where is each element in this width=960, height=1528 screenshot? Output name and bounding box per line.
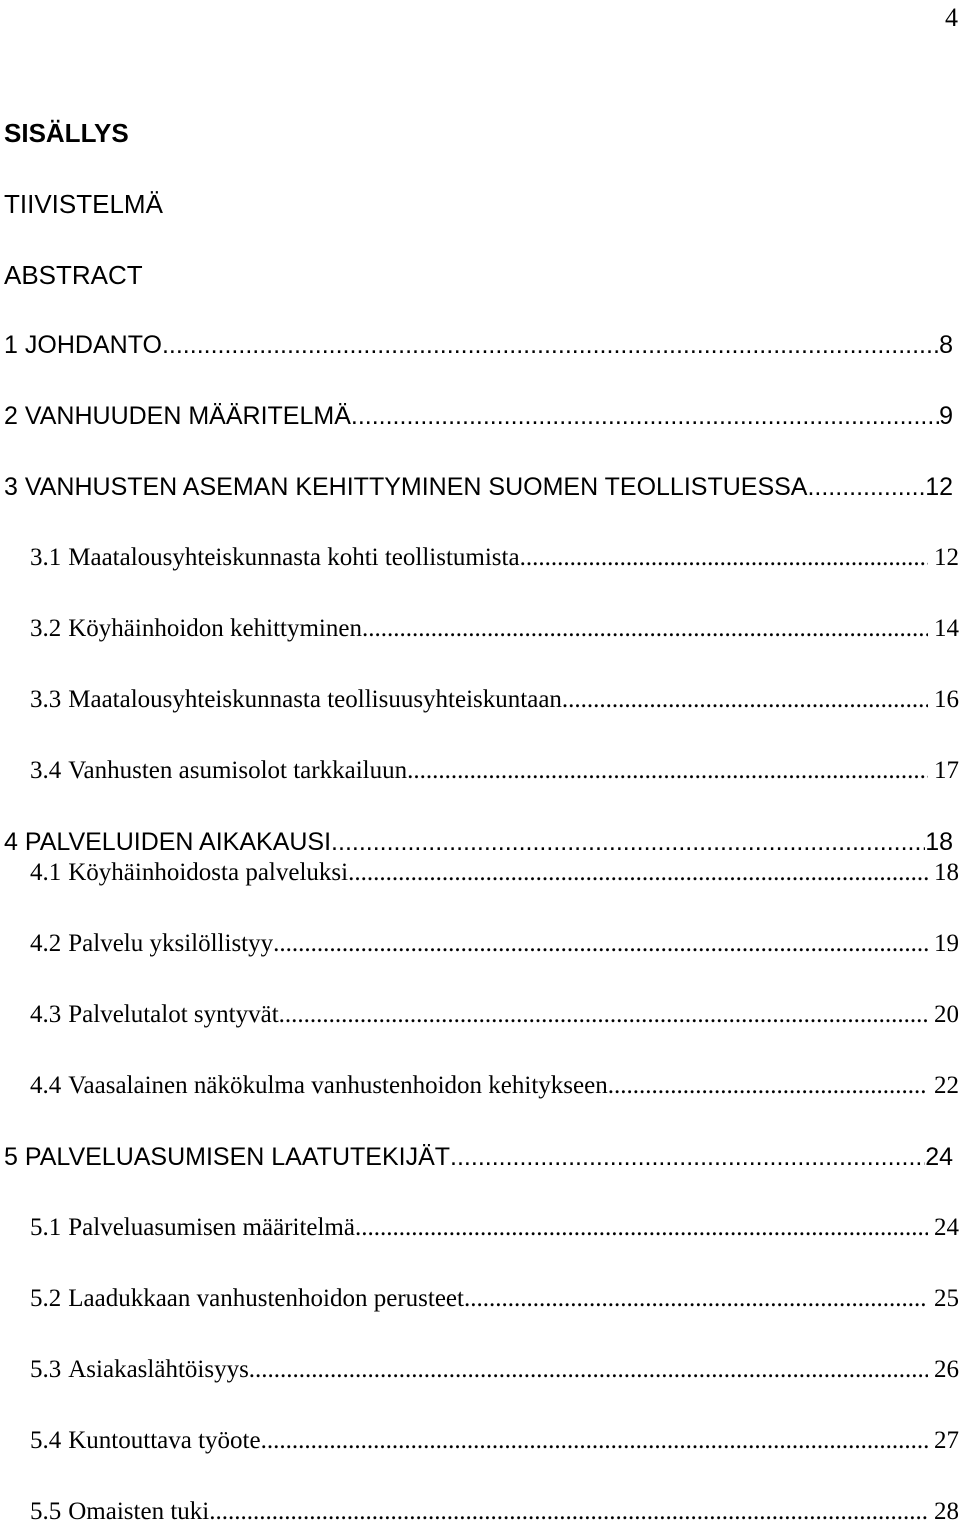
toc-entry-page: 28 (934, 1498, 959, 1525)
toc-entry-page: 14 (934, 615, 959, 642)
toc-entry-title: Asiakaslähtöisyys (68, 1356, 249, 1383)
toc-entry-title: Laadukkaan vanhustenhoidon perusteet (68, 1285, 464, 1312)
toc-entry-page: 16 (934, 686, 959, 713)
toc-entry-number: 4.3 (30, 1001, 62, 1028)
summary-heading: TIIVISTELMÄ (4, 189, 163, 219)
dot-leader (407, 755, 928, 787)
toc-entry[interactable] (30, 999, 959, 1031)
dot-leader (351, 400, 939, 432)
toc-entry[interactable] (30, 1283, 959, 1315)
toc-entry-title: Vanhusten asumisolot tarkkailuun (68, 757, 408, 784)
dot-leader (562, 684, 928, 716)
toc-entry-title: PALVELUASUMISEN LAATUTEKIJÄT (24, 1143, 451, 1171)
toc-entry[interactable] (4, 1141, 953, 1173)
toc-entry-number: 5 (4, 1143, 18, 1171)
dot-leader (209, 1496, 928, 1528)
toc-entry-title: Maatalousyhteiskunnasta teollisuusyhteiskuntaan (68, 686, 562, 713)
toc-entry-number: 5.5 (30, 1498, 62, 1525)
toc-entry-page: 18 (934, 859, 959, 886)
abstract-heading: ABSTRACT (4, 260, 143, 290)
toc-entry[interactable] (30, 1354, 959, 1386)
toc-entry-page: 8 (939, 331, 953, 359)
contents-heading: SISÄLLYS (4, 118, 129, 148)
toc-entry[interactable] (30, 1425, 959, 1457)
dot-leader (261, 1425, 928, 1457)
toc-entry-page: 12 (925, 473, 953, 501)
dot-leader (362, 613, 928, 645)
toc-entry-page: 19 (934, 930, 959, 957)
dot-leader (807, 471, 925, 503)
dot-leader (279, 999, 928, 1031)
toc-entry[interactable] (30, 928, 959, 960)
toc-entry-number: 3 (4, 473, 18, 501)
toc-entry-page: 25 (934, 1285, 959, 1312)
page-number: 4 (945, 3, 958, 32)
toc-entry[interactable] (30, 755, 959, 787)
toc-entry-page: 22 (934, 1072, 959, 1099)
dot-leader (608, 1070, 928, 1102)
toc-entry[interactable] (30, 613, 959, 645)
toc-entry-page: 24 (925, 1143, 953, 1171)
toc-entry-title: Vaasalainen näkökulma vanhustenhoidon kehitykseen (68, 1072, 608, 1099)
toc-entry-title: Köyhäinhoidosta palveluksi (68, 859, 349, 886)
toc-entry-number: 4.1 (30, 859, 62, 886)
toc-entry-number: 3.3 (30, 686, 62, 713)
toc-entry[interactable] (4, 400, 953, 432)
toc-entry[interactable] (30, 1496, 959, 1528)
dot-leader (273, 928, 928, 960)
toc-entry-page: 12 (934, 544, 959, 571)
toc-entry-title: JOHDANTO (24, 331, 162, 359)
toc-entry[interactable] (30, 857, 959, 889)
toc-entry-title: Maatalousyhteiskunnasta kohti teollistumista (68, 544, 520, 571)
dot-leader (520, 542, 928, 574)
dot-leader (355, 1212, 928, 1244)
toc-entry-page: 17 (934, 757, 959, 784)
toc-entry-page: 20 (934, 1001, 959, 1028)
toc-entry-number: 4.4 (30, 1072, 62, 1099)
toc-entry-title: Kuntouttava työote (68, 1427, 261, 1454)
toc-entry-number: 5.2 (30, 1285, 62, 1312)
dot-leader (249, 1354, 928, 1386)
toc-entry-number: 5.1 (30, 1214, 62, 1241)
toc-entry-page: 27 (934, 1427, 959, 1454)
toc-entry-title: PALVELUIDEN AIKAKAUSI (24, 828, 332, 856)
dot-leader (450, 1141, 925, 1173)
toc-entry-number: 3.2 (30, 615, 62, 642)
toc-entry-title: VANHUSTEN ASEMAN KEHITTYMINEN SUOMEN TEOLLISTUESSA (24, 473, 808, 501)
toc-entry-title: Köyhäinhoidon kehittyminen (68, 615, 362, 642)
toc-entry[interactable] (4, 329, 953, 361)
toc-entry-page: 24 (934, 1214, 959, 1241)
toc-entry-number: 4.2 (30, 930, 62, 957)
toc-entry[interactable] (30, 684, 959, 716)
toc-entry-number: 4 (4, 828, 18, 856)
toc-entry-title: Palvelutalot syntyvät (68, 1001, 279, 1028)
toc-entry-number: 3.1 (30, 544, 62, 571)
dot-leader (331, 826, 925, 858)
toc-entry-number: 5.3 (30, 1356, 62, 1383)
toc-entry[interactable] (30, 542, 959, 574)
toc-entry-number: 1 (4, 331, 18, 359)
dot-leader (162, 329, 939, 361)
toc-entry-title: Palvelu yksilöllistyy (68, 930, 274, 957)
toc-entry[interactable] (30, 1070, 959, 1102)
toc-entry-page: 9 (939, 402, 953, 430)
dot-leader (464, 1283, 928, 1315)
toc-entry-page: 18 (925, 828, 953, 856)
toc-entry-number: 5.4 (30, 1427, 62, 1454)
toc-entry[interactable] (30, 1212, 959, 1244)
toc-entry-number: 2 (4, 402, 18, 430)
dot-leader (348, 857, 928, 889)
toc-entry-title: Omaisten tuki (68, 1498, 210, 1525)
toc-entry-page: 26 (934, 1356, 959, 1383)
toc-entry-title: Palveluasumisen määritelmä (68, 1214, 355, 1241)
toc-entry-title: VANHUUDEN MÄÄRITELMÄ (24, 402, 351, 430)
toc-entry[interactable] (4, 826, 953, 858)
toc-entry-number: 3.4 (30, 757, 62, 784)
toc-entry[interactable] (4, 471, 953, 503)
